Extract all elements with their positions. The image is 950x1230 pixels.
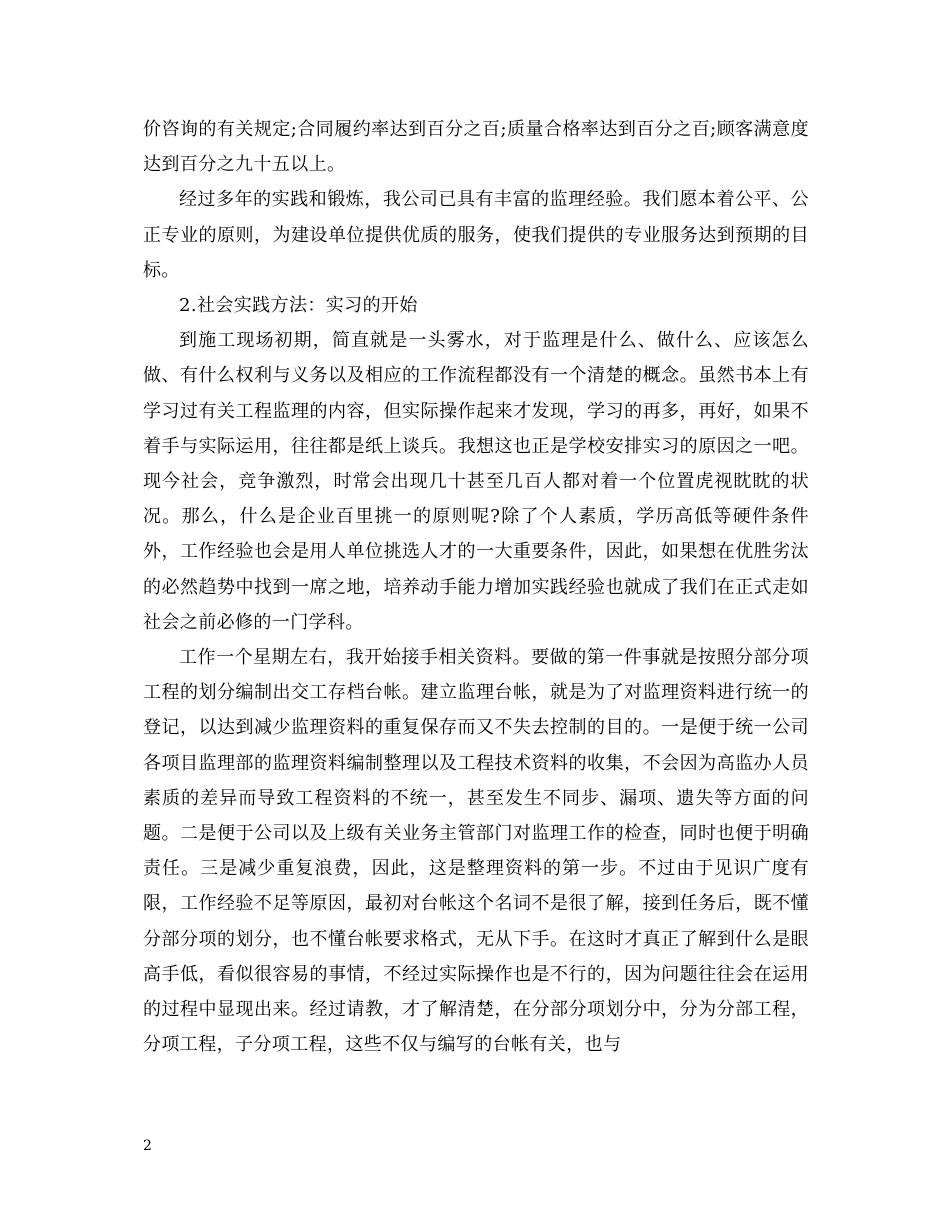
section-heading: 2.社会实践方法：实习的开始 (179, 295, 418, 317)
paragraph-4: 工作一个星期左右，我开始接手相关资料。要做的第一件事就是按照分部分项工程的划分编制出交工存档台帐。建立监理台帐，就是为了对监理资料进行统一的登记，以达到减少监理资料的重复保存而又不失去控制的目的。一是便于统一公司各项目监理部的监理资料编制整理以及工程技术资料的收集，不会因为高监办人员素质的差异而导致工程资料的不统一，甚至发生不同步、漏项、遗失等方面的问题。二是便于公司以及上级有关业务主管部门对监理工作的检查，同时也便于明确责任。三是减少重复浪费，因此，这是整理资料的第一步。不过由于见识广度有限，工作经验不足等原因，最初对台帐这个名词不是很了解，接到任务后，既不懂分部分项的划分，也不懂台帐要求格式，无从下手。在这时才真正了解到什么是眼高手低，看似很容易的事情，不经过实际操作也是不行的，因为问题往往会在运用的过程中显现出来。经过请教，才了解清楚，在分部分项划分中，分为分部工程，分项工程，子分项工程，这些不仅与编写的台帐有关，也与 (143, 647, 809, 1056)
paragraph-1: 价咨询的有关规定;合同履约率达到百分之百;质量合格率达到百分之百;顾客满意度达到百分之九十五以上。 (143, 119, 809, 176)
paragraph-3: 到施工现场初期，简直就是一头雾水，对于监理是什么、做什么、应该怎么做、有什么权利与义务以及相应的工作流程都没有一个清楚的概念。虽然书本上有学习过有关工程监理的内容，但实际操作起来才发现，学习的再多，再好，如果不着手与实际运用，往往都是纸上谈兵。我想这也正是学校安排实习的原因之一吧。现今社会，竞争激烈，时常会出现几十甚至几百人都对着一个位置虎视眈眈的状况。那么，什么是企业百里挑一的原则呢?除了个人素质，学历高低等硬件条件外，工作经验也会是用人单位挑选人才的一大重要条件，因此，如果想在优胜劣汰的必然趋势中找到一席之地，培养动手能力增加实践经验也就成了我们在正式走如社会之前必修的一门学科。 (143, 330, 809, 633)
document-body (143, 112, 809, 1062)
paragraph-2: 经过多年的实践和锻炼，我公司已具有丰富的监理经验。我们愿本着公平、公正专业的原则，为建设单位提供优质的服务，使我们提供的专业服务达到预期的目标。 (143, 189, 809, 281)
page-number: 2 (143, 1138, 152, 1154)
